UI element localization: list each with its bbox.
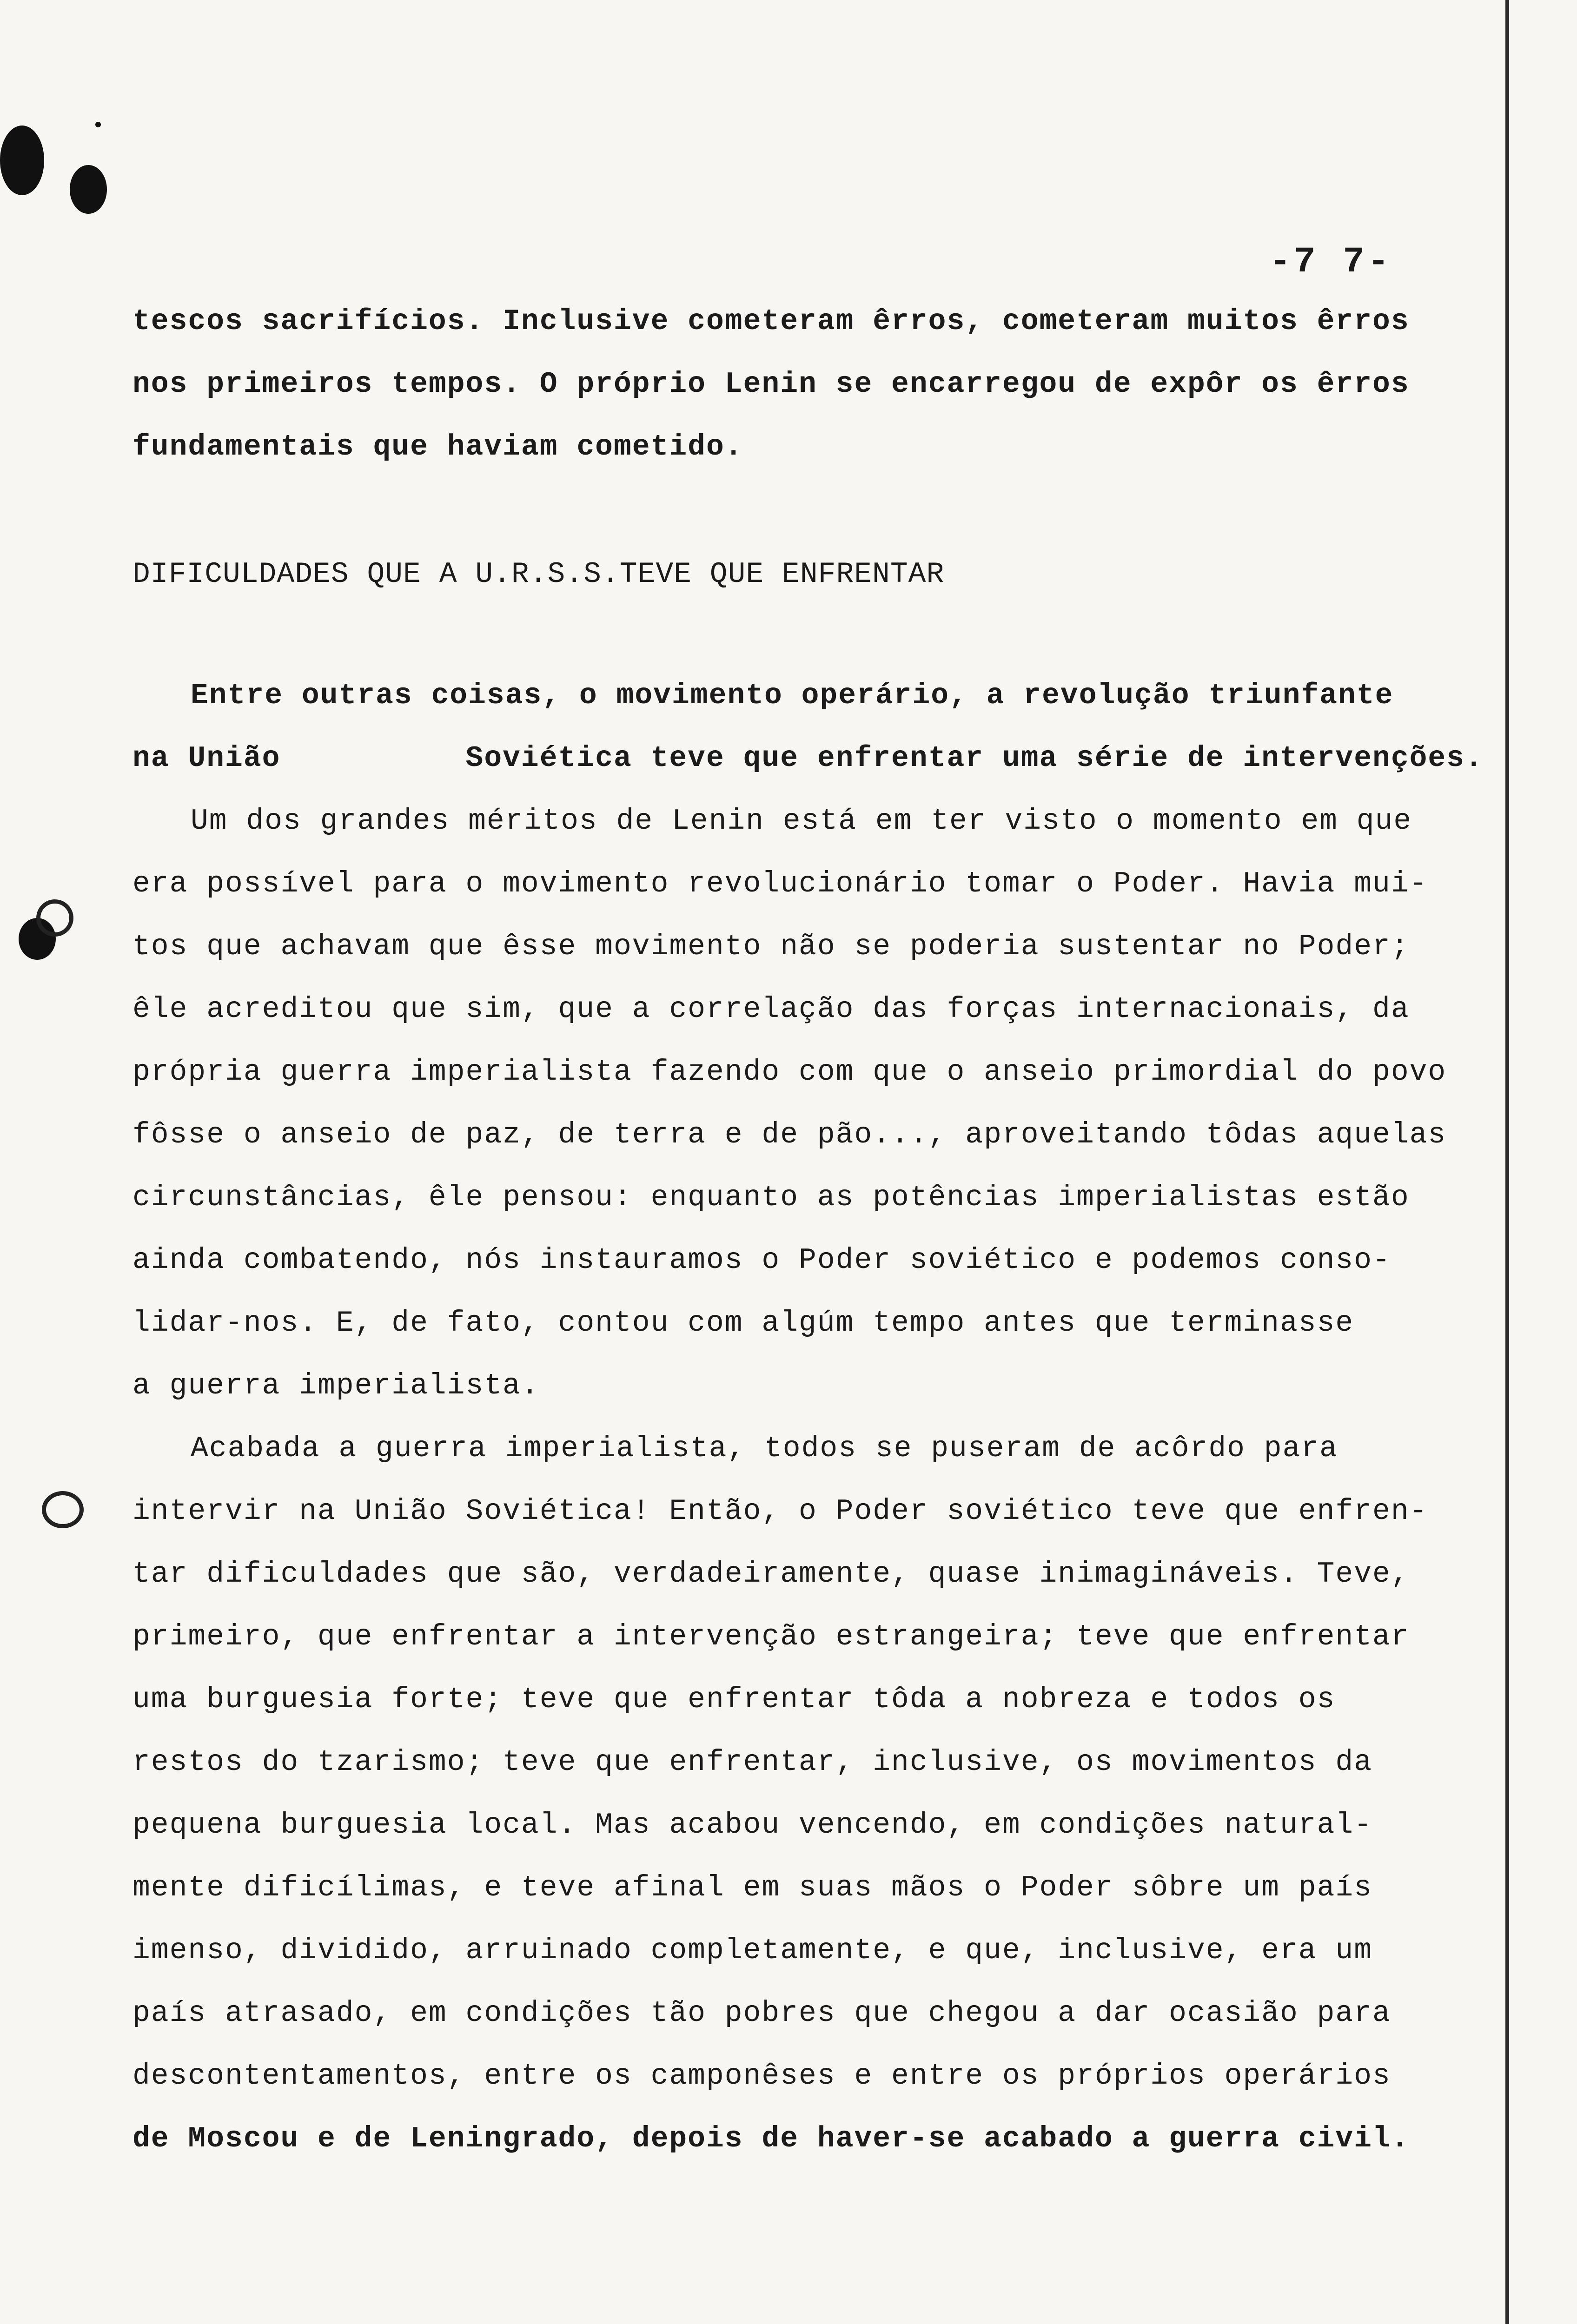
text-line: lidar-nos. E, de fato, contou com algúm tempo antes que terminasse (133, 1307, 1354, 1340)
text-line: êle acreditou que sim, que a correlação das forças internacionais, da (133, 993, 1410, 1026)
text-line: própria guerra imperialista fazendo com que o anseio primordial do povo (133, 1056, 1447, 1089)
binder-hole-mark (95, 122, 101, 127)
text-line: tos que achavam que êsse movimento não se poderia sustentar no Poder; (133, 930, 1410, 963)
text-line: Acabada a guerra imperialista, todos se puseram de acôrdo para (191, 1432, 1338, 1465)
text-line: país atrasado, em condições tão pobres que chegou a dar ocasião para (133, 1997, 1391, 2030)
binder-hole-ring (42, 1491, 84, 1528)
text-line: uma burguesia forte; teve que enfrentar tôda a nobreza e todos os (133, 1683, 1336, 1716)
text-line: pequena burguesia local. Mas acabou vencendo, em condições natural- (133, 1809, 1373, 1842)
text-line: ainda combatendo, nós instauramos o Poder soviético e podemos conso- (133, 1244, 1391, 1277)
text-line: Um dos grandes méritos de Lenin está em ter visto o momento em que (191, 805, 1412, 838)
text-line: primeiro, que enfrentar a intervenção estrangeira; teve que enfrentar (133, 1620, 1410, 1653)
binder-hole-mark (70, 165, 107, 214)
text-line: a guerra imperialista. (133, 1369, 540, 1402)
binder-hole-ring (36, 899, 73, 937)
text-line: tescos sacrifícios. Inclusive cometeram êrros, cometeram muitos êrros (133, 305, 1410, 338)
text-line: na União Soviética teve que enfrentar uma série de intervenções. (133, 742, 1484, 775)
right-border-line (1505, 0, 1509, 2324)
section-heading: DIFICULDADES QUE A U.R.S.S.TEVE QUE ENFRENTAR (133, 558, 945, 591)
text-line: restos do tzarismo; teve que enfrentar, inclusive, os movimentos da (133, 1746, 1373, 1779)
text-line: mente dificílimas, e teve afinal em suas mãos o Poder sôbre um país (133, 1871, 1373, 1904)
page-number: -7 7- (1269, 242, 1392, 283)
text-line: era possível para o movimento revolucionário tomar o Poder. Havia mui- (133, 867, 1428, 900)
text-line: tar dificuldades que são, verdadeiramente, quase inimagináveis. Teve, (133, 1558, 1410, 1591)
text-line: Entre outras coisas, o movimento operário, a revolução triunfante (191, 679, 1394, 712)
binder-hole-mark (0, 125, 44, 195)
text-line: nos primeiros tempos. O próprio Lenin se encarregou de expôr os êrros (133, 368, 1410, 401)
text-line: intervir na União Soviética! Então, o Poder soviético teve que enfren- (133, 1495, 1428, 1528)
text-line: descontentamentos, entre os camponêses e entre os próprios operários (133, 2060, 1391, 2093)
text-line: imenso, dividido, arruinado completamente, e que, inclusive, era um (133, 1934, 1373, 1967)
text-line: fundamentais que haviam cometido. (133, 430, 743, 463)
text-line: circunstâncias, êle pensou: enquanto as potências imperialistas estão (133, 1181, 1410, 1214)
text-line: fôsse o anseio de paz, de terra e de pão..., aproveitando tôdas aquelas (133, 1118, 1447, 1151)
text-line: de Moscou e de Leningrado, depois de haver-se acabado a guerra civil. (133, 2122, 1410, 2155)
